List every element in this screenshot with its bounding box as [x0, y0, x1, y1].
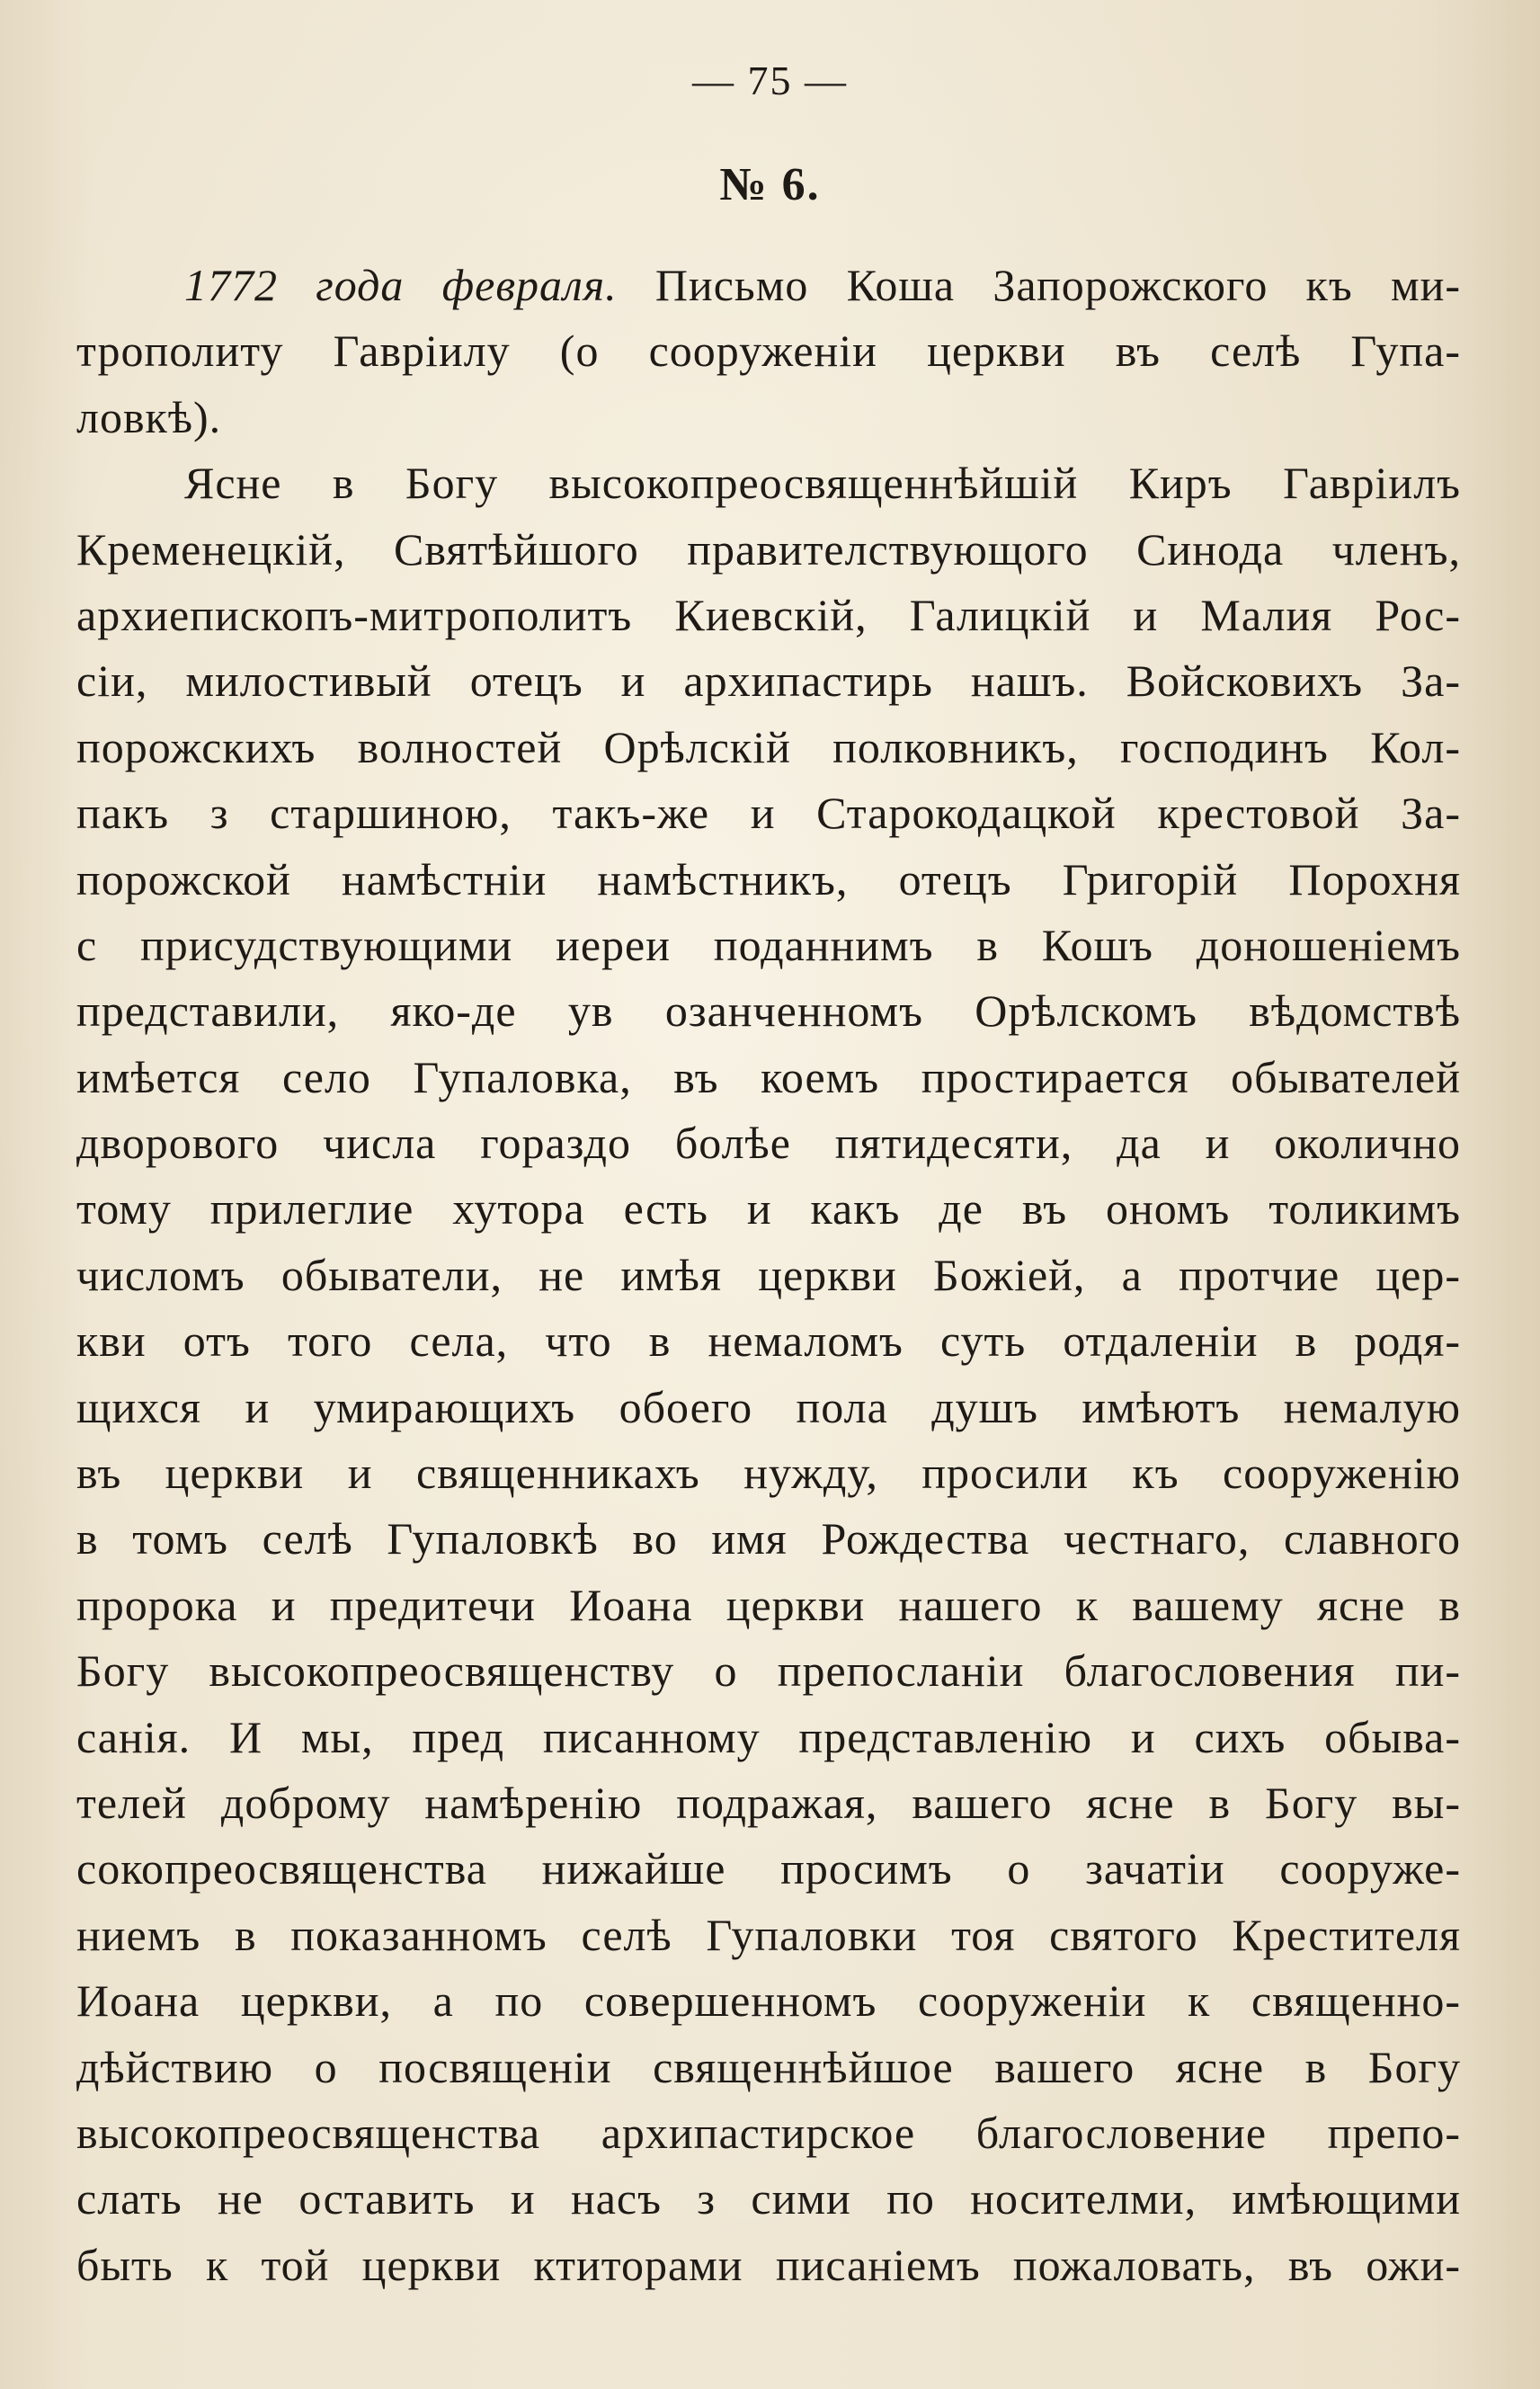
body-line: порожскихъ волностей Орѣлскій полковникъ, господинъ Кол- [76, 721, 1461, 772]
heading-title: Письмо Коша Запорожского къ ми- [654, 260, 1461, 310]
document-text [76, 253, 1461, 2298]
body-line: сокопреосвященства нижайше просимъ о зачатіи сооруже- [76, 1843, 1461, 1894]
body-line: телей доброму намѣренію подражая, вашего ясне в Богу вы- [76, 1777, 1461, 1828]
heading-line [76, 253, 1461, 318]
body-line: быть к той церкви ктиторами писаніемъ пожаловать, въ ожи- [76, 2239, 1461, 2290]
body-line: пакъ з старшиною, такъ-же и Старокодацкой крестовой За- [76, 788, 1461, 839]
body-line: дворового числа гораздо болѣе пятидесяти, да и околично [76, 1118, 1461, 1169]
page-number: — 75 — [692, 58, 848, 103]
body-line: представили, яко-де ув озанченномъ Орѣлскомъ вѣдомствѣ [76, 985, 1461, 1037]
body-line: дѣйствию о посвященіи священнѣйшое вашего ясне в Богу [76, 2041, 1461, 2092]
body-line: архиепископъ-митрополитъ Киевскій, Галицкій и Малия Рос- [76, 589, 1461, 640]
body-line: тому прилеглие хутора есть и какъ де въ ономъ толикимъ [76, 1183, 1461, 1235]
body-line: порожской намѣстніи намѣстникъ, отецъ Григорій Порохня [76, 853, 1461, 905]
body-line: ниемъ в показанномъ селѣ Гупаловки тоя святого Крестителя [76, 1909, 1461, 1960]
body-line: въ церкви и священникахъ нужду, просили къ сооруженію [76, 1448, 1461, 1499]
body-line: в томъ селѣ Гупаловкѣ во имя Рождества честнаго, славного [76, 1513, 1461, 1564]
body-line: числомъ обыватели, не имѣя церкви Божіей, а протчие цер- [76, 1249, 1461, 1300]
body-line: имѣется село Гупаловка, въ коемъ простирается обывателей [76, 1051, 1461, 1102]
body-line: сіи, милостивый отецъ и архипастирь нашъ. Войсковихъ За- [76, 655, 1461, 707]
body-line: с присудствующими иереи поданнимъ в Кошъ доношеніемъ [76, 919, 1461, 970]
body-line: Ясне в Богу высокопреосвященнѣйшій Киръ Гавріилъ [184, 458, 1461, 509]
body-line: слать не оставить и насъ з сими по носителми, имѣющими [76, 2173, 1461, 2224]
heading-line: трополиту Гавріилу (о сооруженіи церкви въ селѣ Гупа- [76, 325, 1461, 377]
body-line: высокопреосвященства архипастирское благословение препо- [76, 2107, 1461, 2158]
document-number: № 6. [719, 159, 821, 210]
body-line: кви отъ того села, что в немаломъ суть отдаленіи в родя- [76, 1315, 1461, 1367]
body-line: санія. И мы, пред писанному представленію и сихъ обыва- [76, 1711, 1461, 1762]
body-line: пророка и предитечи Иоана церкви нашего к вашему ясне в [76, 1579, 1461, 1630]
body-line: Кременецкій, Святѣйшого правителствующого Синода членъ, [76, 523, 1461, 575]
heading-line: ловкѣ). [76, 391, 222, 442]
body-line: Иоана церкви, а по совершенномъ сооруженіи к священно- [76, 1975, 1461, 2027]
document-date: 1772 года февраля. [184, 260, 618, 310]
letter-paragraph [76, 450, 1461, 2298]
body-line: Богу высокопреосвященству о препосланіи благословения пи- [76, 1645, 1461, 1697]
body-line: щихся и умирающихъ обоего пола душъ имѣютъ немалую [76, 1381, 1461, 1432]
heading-paragraph [76, 253, 1461, 450]
